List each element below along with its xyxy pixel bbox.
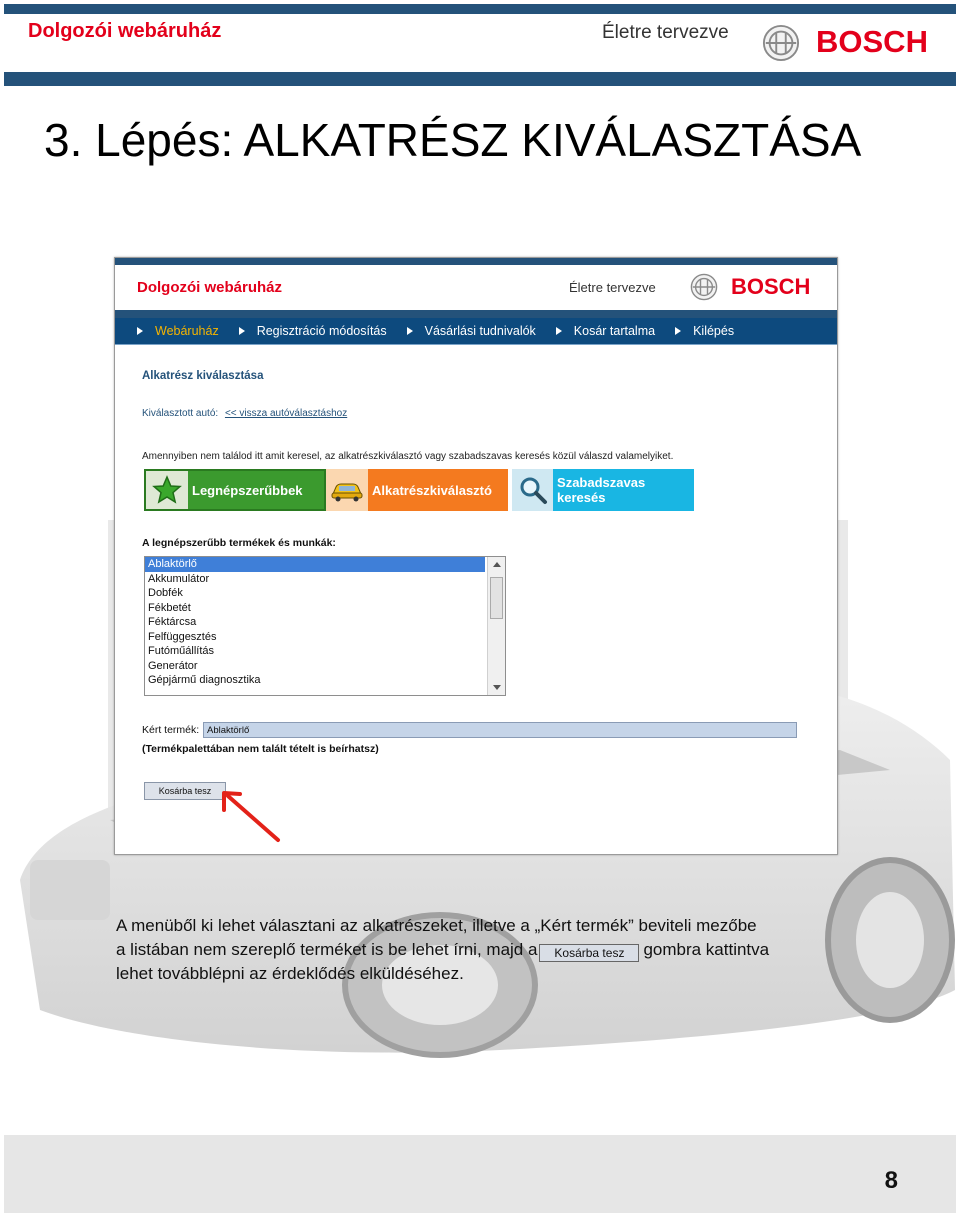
shot-logo: BOSCH: [731, 274, 811, 299]
list-item[interactable]: Akkumulátor: [148, 572, 210, 585]
scroll-up-icon[interactable]: [493, 562, 501, 567]
section-heading: Alkatrész kiválasztása: [142, 370, 264, 382]
nav-item-cart[interactable]: Kosár tartalma: [556, 324, 655, 338]
info-text: Amennyiben nem találod itt amit keresel, az alkatrészkiválasztó vagy szabadszavas keresés közül válaszd valamelyiket.: [142, 451, 674, 462]
scroll-thumb[interactable]: [490, 577, 503, 619]
car-icon: [330, 478, 364, 502]
selected-car-row: [142, 408, 347, 419]
explanation-line-1: A menüből ki lehet választani az alkatrészeket, illetve a „Kért termék” beviteli mezőbe: [116, 916, 757, 935]
page-footer: [4, 1135, 956, 1213]
header-tagline: Életre tervezve: [602, 22, 729, 43]
requested-product-input[interactable]: [203, 722, 797, 738]
tab-popular[interactable]: Legnépszerűbbek: [144, 469, 326, 511]
list-item[interactable]: Generátor: [148, 659, 198, 672]
search-mode-tabs: [144, 469, 694, 511]
header-logo: BOSCH: [816, 24, 928, 59]
list-item[interactable]: Fékbetét: [148, 601, 191, 614]
popular-products-list[interactable]: [144, 556, 506, 696]
nav-arrow-icon: [137, 327, 143, 335]
main-nav: [115, 318, 837, 344]
list-item[interactable]: Futóműállítás: [148, 645, 215, 657]
shot-nav-line: [115, 310, 837, 318]
list-scrollbar[interactable]: [487, 557, 505, 695]
header-top-bar: [4, 4, 956, 14]
nav-item-logout[interactable]: Kilépés: [675, 324, 734, 338]
header-bottom-bar: [4, 72, 956, 86]
shot-brand: Dolgozói webáruház: [137, 279, 283, 296]
list-item[interactable]: Féktárcsa: [148, 616, 197, 628]
nav-arrow-icon: [239, 327, 245, 335]
explanation-line-2: a listában nem szereplő terméket is be lehet írni, majd a Kosárba tesz gombra kattintva: [116, 940, 770, 960]
magnifier-icon: [518, 475, 548, 505]
webshop-screenshot: [114, 257, 838, 855]
page-number: 8: [884, 1167, 898, 1194]
scroll-down-icon[interactable]: [493, 685, 501, 690]
nav-item-webaruhaz[interactable]: Webáruház: [137, 324, 219, 338]
page-title: 3. Lépés: ALKATRÉSZ KIVÁLASZTÁSA: [44, 114, 862, 166]
bosch-armature-icon: [690, 273, 718, 301]
star-icon: [152, 475, 182, 505]
list-item[interactable]: Ablaktörlő: [145, 557, 485, 572]
add-to-cart-button[interactable]: Kosárba tesz: [144, 782, 226, 800]
explanation-text: [116, 914, 876, 986]
popular-list-title: A legnépszerűbb termékek és munkák:: [142, 537, 336, 549]
explanation-line-3: lehet továbblépni az érdeklődés elküldéséhez.: [116, 964, 464, 983]
list-item[interactable]: Felfüggesztés: [148, 630, 217, 643]
nav-item-shopping-info[interactable]: Vásárlási tudnivalók: [407, 324, 536, 338]
nav-bottom-line: [115, 344, 837, 345]
header-brand: Dolgozói webáruház: [28, 20, 222, 42]
nav-arrow-icon: [407, 327, 413, 335]
nav-item-registration[interactable]: Regisztráció módosítás: [239, 324, 387, 338]
bosch-armature-icon: [762, 24, 800, 62]
nav-arrow-icon: [556, 327, 562, 335]
list-item[interactable]: Dobfék: [148, 587, 183, 599]
shot-top-strip: [115, 258, 837, 265]
shot-tagline: Életre tervezve: [569, 280, 656, 295]
back-to-car-selection-link[interactable]: << vissza autóválasztáshoz: [224, 408, 348, 419]
tab-free-text-search[interactable]: Szabadszavas keresés: [512, 469, 694, 511]
pointer-arrow-icon: [218, 788, 282, 844]
nav-arrow-icon: [675, 327, 681, 335]
free-entry-note: (Termékpalettában nem talált tételt is beírhatsz): [142, 743, 379, 755]
list-item[interactable]: Gépjármű diagnosztika: [148, 674, 261, 686]
requested-product-label: Kért termék:: [142, 724, 200, 736]
inline-cart-button-image: Kosárba tesz: [539, 944, 639, 962]
selected-car-label: Kiválasztott autó:: [142, 408, 219, 419]
tab-part-selector[interactable]: Alkatrészkiválasztó: [326, 469, 508, 511]
